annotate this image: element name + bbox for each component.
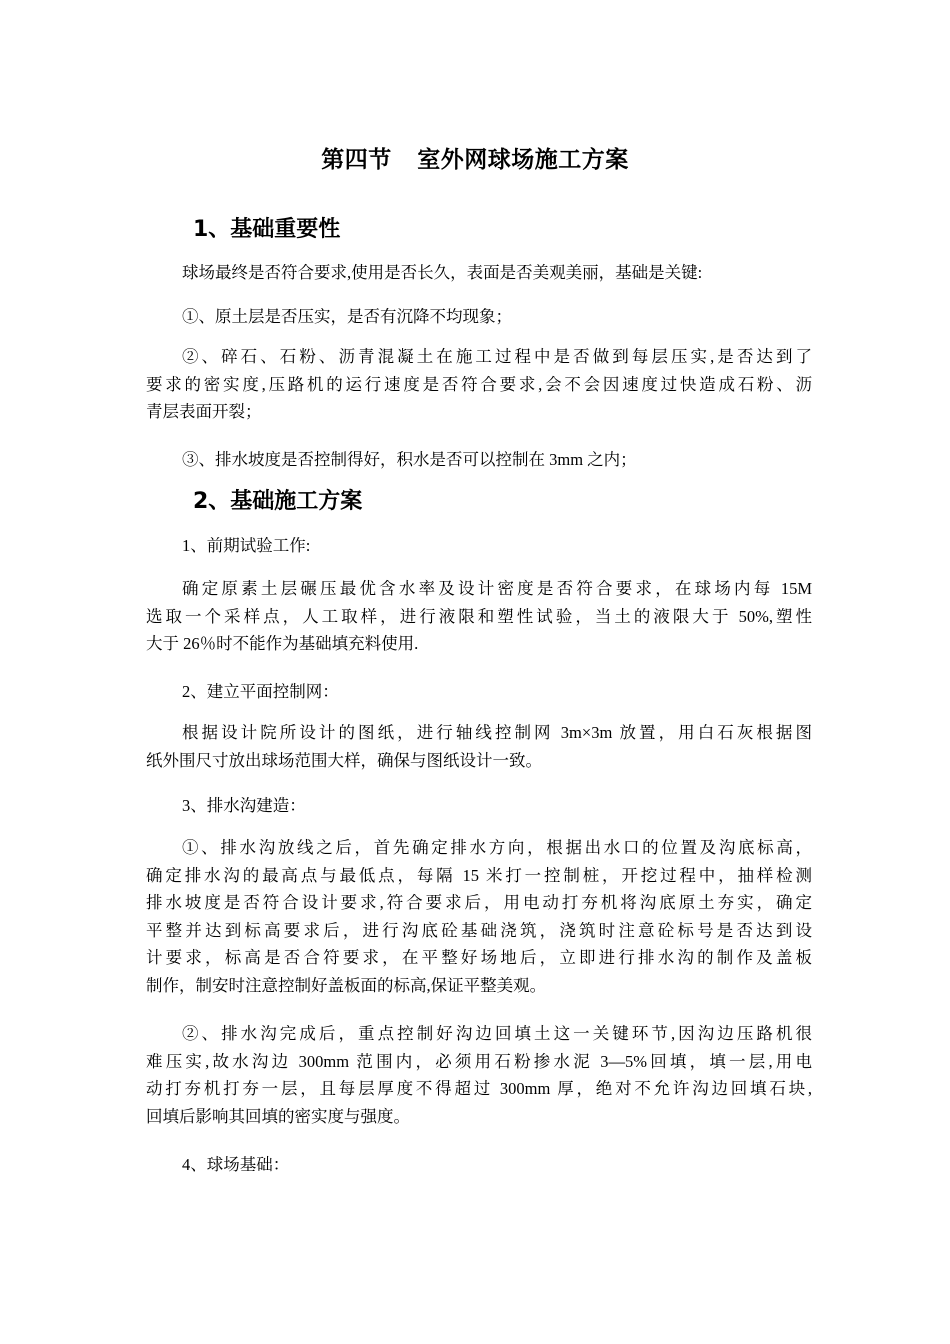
paragraph-sub1: [146, 575, 812, 658]
text-line: 要求的密实度,压路机的运行速度是否符合要求,会不会因速度过快造成石粉、沥: [146, 374, 812, 394]
paragraph-sub3-1: [146, 834, 812, 999]
section-heading-1: 1、基础重要性: [193, 217, 341, 242]
page-title: 第四节 室外网球场施工方案: [321, 147, 629, 173]
text-line: 计要求，标高是否合符要求，在平整好场地后，立即进行排水沟的制作及盖板: [146, 948, 812, 967]
text-line: 确定原素土层碾压最优含水率及设计密度是否符合要求，在球场内每 15M: [182, 579, 812, 598]
text-line: 确定排水沟的最高点与最低点，每隔 15 米打一控制桩，开挖过程中，抽样检测: [146, 865, 812, 885]
list-item-2: [146, 343, 812, 426]
text-line: ①、排水沟放线之后，首先确定排水方向，根据出水口的位置及沟底标高，: [182, 838, 812, 857]
subheading-3: 3、排水沟建造：: [182, 796, 306, 815]
text-line: 大于 26％时不能作为基础填充料使用.: [146, 634, 419, 653]
subheading-2: 2、建立平面控制网：: [182, 682, 339, 701]
paragraph-sub3-2: [146, 1020, 812, 1130]
section-heading-2: 2、基础施工方案: [193, 489, 363, 514]
subheading-4: 4、球场基础：: [182, 1155, 290, 1174]
text-line: 排水坡度是否符合设计要求,符合要求后，用电动打夯机将沟底原土夯实，确定: [146, 893, 812, 912]
text-line: 难压实,故水沟边 300mm 范围内，必须用石粉掺水泥 3—5%回填，填一层,用电: [146, 1051, 812, 1071]
text-line: 回填后影响其回填的密实度与强度。: [146, 1106, 410, 1126]
subheading-1: 1、前期试验工作:: [182, 536, 311, 555]
list-item-3: ③、排水坡度是否控制得好，积水是否可以控制在 3mm 之内；: [182, 450, 637, 469]
text-line: ②、排水沟完成后，重点控制好沟边回填土这一关键环节,因沟边压路机很: [182, 1024, 812, 1043]
text-line: 动打夯机打夯一层，且每层厚度不得超过 300mm 厚，绝对不允许沟边回填石块,: [146, 1079, 812, 1098]
text-line: 纸外围尺寸放出球场范围大样，确保与图纸设计一致。: [146, 750, 542, 770]
paragraph-sub2: [146, 719, 812, 774]
text-line: 平整并达到标高要求后，进行沟底砼基础浇筑，浇筑时注意砼标号是否达到设: [146, 920, 812, 940]
text-line: 青层表面开裂；: [146, 402, 262, 421]
paragraph-intro: 球场最终是否符合要求,使用是否长久，表面是否美观美丽，基础是关键:: [182, 263, 703, 282]
text-line: 选取一个采样点，人工取样，进行液限和塑性试验，当土的液限大于 50%,塑性: [146, 606, 812, 626]
list-item-1: ①、原土层是否压实，是否有沉降不均现象；: [182, 307, 512, 326]
text-line: 根据设计院所设计的图纸，进行轴线控制网 3m×3m 放置，用白石灰根据图: [182, 723, 812, 742]
text-line: ②、碎石、石粉、沥青混凝土在施工过程中是否做到每层压实,是否达到了: [182, 347, 812, 366]
text-line: 制作，制安时注意控制好盖板面的标高,保证平整美观。: [146, 975, 547, 995]
